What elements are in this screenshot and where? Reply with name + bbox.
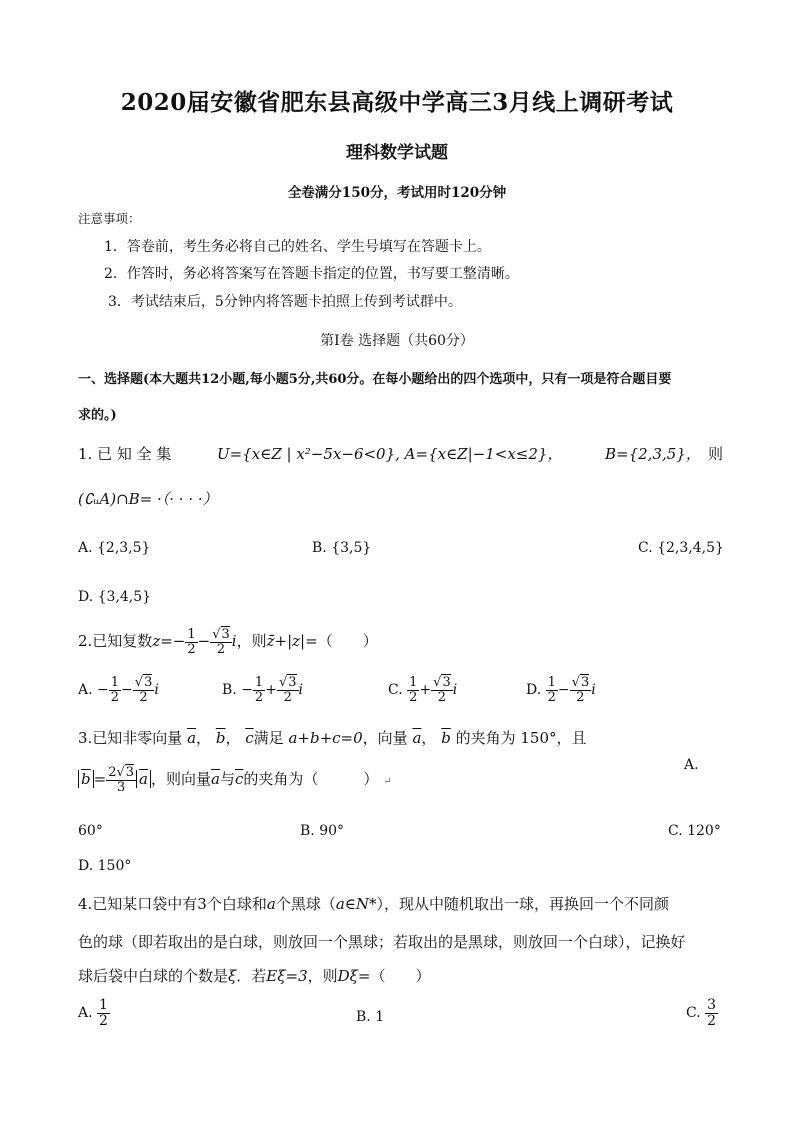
section-instruction-line1: 一、选择题(本大题共12小题,每小题5分,共60分。在每小题给出的四个选项中，只有一项是符合题目要 xyxy=(78,372,672,387)
q3-option-a-value: 60° xyxy=(78,823,103,839)
q2-option-b: B. − $\frac{1}{2}$ + $\frac{√3}{2}$ i xyxy=(222,675,303,705)
q4-line1: 4.已知某口袋中有3个白球和a个黑球（a∈N*），现从中随机取出一球，再换回一个不同颜 xyxy=(78,895,670,913)
q1-then: 则 xyxy=(708,445,724,463)
q2-paren: （ ） xyxy=(317,632,378,651)
note-item-3: 3．考试结束后，5分钟内将答题卡拍照上传到考试群中。 xyxy=(108,294,462,310)
q4-option-b: B. 1 xyxy=(356,1009,385,1025)
q4-line2: 色的球（即若取出的是白球，则放回一个黑球；若取出的是黑球，则放回一个白球），记换好 xyxy=(78,933,686,951)
q2-stem: 2.已知复数z=− $\frac{1}{2}$ − $\frac{√3}{2}$ i，则z̄+|z|=（ ） xyxy=(78,627,378,657)
q3-angle: 150° xyxy=(520,729,557,747)
exam-subtitle: 理科数学试题 xyxy=(346,143,448,163)
q1-set-b: B={2,3,5}， xyxy=(605,445,701,463)
q1-set-u: U={x∈Z | x²−5x−6<0}, A={x∈Z|−1<x≤2}， xyxy=(217,445,563,463)
q3-line1: 3.已知非零向量 $\overline{a}$， $\overline{b}$， $\overline{c}$满足 a+b+c=0，向量 $\overline{a}$， $\overline{b}$ 的夹角为 150°，且 xyxy=(78,729,587,747)
q3-option-b: B. 90° xyxy=(300,823,345,839)
q3-option-a-label: A. xyxy=(684,757,699,773)
q3-option-c: C. 120° xyxy=(668,823,721,839)
q3-sum-eq: a+b+c=0 xyxy=(288,729,363,747)
q3-option-d: D. 150° xyxy=(78,858,132,874)
q1-option-d: D. {3,4,5} xyxy=(78,589,152,605)
q2-option-c: C. $\frac{1}{2}$ + $\frac{√3}{2}$ i xyxy=(388,675,458,705)
q2-option-d: D. $\frac{1}{2}$ − $\frac{√3}{2}$ i xyxy=(526,675,596,705)
q1-expression: (∁ᵤA)∩B= ·（· · · ·） xyxy=(78,490,218,508)
q4-option-c: C. $\frac{3}{2}$ xyxy=(686,997,717,1029)
q1-lead: 1. 已 知 全 集 xyxy=(78,445,172,463)
note-item-2: 2．作答时，务必将答案写在答题卡指定的位置，书写要工整清晰。 xyxy=(104,266,519,282)
note-item-1: 1．答卷前，考生务必将自己的姓名、学生号填写在答题卡上。 xyxy=(104,239,491,255)
q2-z-prefix: z=− xyxy=(152,632,186,651)
q3-line2: $\overline{b}$ = $\frac{2√3}{3}$ $\overline{a}$ ，则向量$\overline{a}$与$\overline{c}$的夹角为（ ） ↵ xyxy=(78,766,392,794)
return-mark: ↵ xyxy=(383,776,392,788)
q1-option-a: A. {2,3,5} xyxy=(78,540,151,556)
q2-ask-expr: z̄+|z|= xyxy=(266,632,318,651)
section-instruction-line2: 求的。) xyxy=(78,408,117,423)
q2-lead: 2.已知复数 xyxy=(78,632,153,651)
q1-option-c: C. {2,3,4,5} xyxy=(638,540,724,556)
q1-option-b: B. {3,5} xyxy=(312,540,372,556)
q2-option-a: A. − $\frac{1}{2}$ − $\frac{√3}{2}$ i xyxy=(78,675,159,705)
score-line: 全卷满分150分，考试用时120分钟 xyxy=(287,185,507,201)
part-title: 第Ⅰ卷 选择题（共60分） xyxy=(320,333,474,349)
q4-line3: 球后袋中白球的个数是ξ．若Eξ=3，则Dξ=（ ） xyxy=(78,967,431,985)
exam-title: 2020届安徽省肥东县高级中学高三3月线上调研考试 xyxy=(120,89,674,116)
q4-option-a: A. $\frac{1}{2}$ xyxy=(78,997,108,1029)
notes-heading: 注意事项： xyxy=(78,211,141,226)
